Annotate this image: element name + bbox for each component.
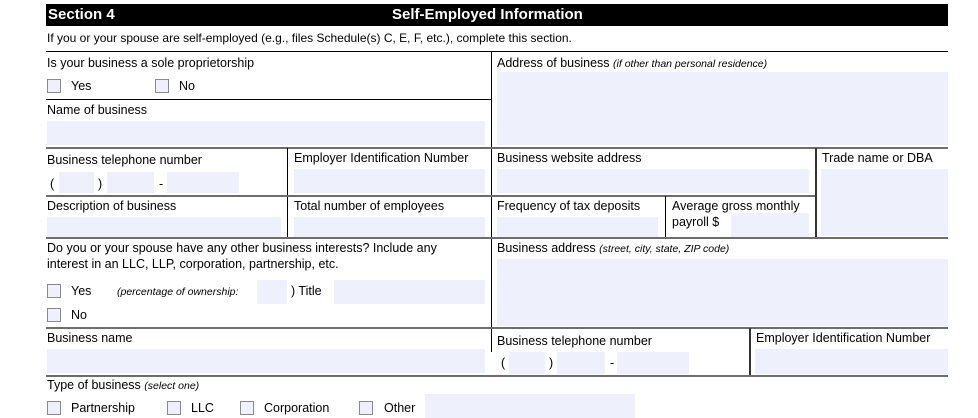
other-ein-label: Employer Identification Number bbox=[756, 331, 931, 345]
total-employees-label: Total number of employees bbox=[294, 199, 445, 213]
description-label: Description of business bbox=[47, 199, 177, 213]
tax-deposit-frequency-label: Frequency of tax deposits bbox=[497, 199, 641, 213]
name-of-business-label: Name of business bbox=[47, 103, 148, 117]
sole-proprietorship-yes-checkbox[interactable] bbox=[47, 79, 61, 93]
divider bbox=[46, 147, 948, 149]
ownership-percentage-label: (percentage of ownership: bbox=[117, 286, 239, 298]
type-corporation-label: Corporation bbox=[264, 401, 330, 415]
business-phone-prefix-input[interactable] bbox=[107, 172, 154, 193]
website-input[interactable] bbox=[497, 169, 809, 193]
type-llc-checkbox[interactable] bbox=[167, 401, 181, 415]
type-partnership-label: Partnership bbox=[71, 401, 135, 415]
sole-proprietorship-no-label: No bbox=[179, 79, 195, 93]
title-label: ) Title bbox=[291, 284, 322, 298]
type-llc-label: LLC bbox=[191, 401, 214, 415]
type-other-input[interactable] bbox=[425, 394, 635, 418]
type-partnership-checkbox[interactable] bbox=[47, 401, 61, 415]
ein-label: Employer Identification Number bbox=[294, 151, 469, 165]
other-interests-yes-checkbox[interactable] bbox=[47, 284, 61, 298]
other-interests-question-line2: interest in an LLC, LLP, corporation, partnership, etc. bbox=[47, 257, 339, 271]
ownership-percentage-input[interactable] bbox=[257, 280, 287, 304]
address-of-business-label bbox=[497, 56, 767, 70]
ein-input[interactable] bbox=[294, 169, 485, 193]
divider bbox=[46, 51, 948, 52]
other-business-name-label: Business name bbox=[47, 331, 133, 345]
other-interests-question-line1: Do you or your spouse have any other business interests? Include any bbox=[47, 241, 437, 255]
other-interests-no-checkbox[interactable] bbox=[47, 308, 61, 322]
intro-text: If you or your spouse are self-employed (e.g., files Schedule(s) C, E, F, etc.), complete this section. bbox=[47, 31, 572, 45]
divider bbox=[46, 99, 491, 100]
website-label: Business website address bbox=[497, 151, 642, 165]
sole-proprietorship-yes-label: Yes bbox=[71, 79, 92, 93]
type-of-business-label-text: Type of business bbox=[47, 378, 141, 392]
avg-payroll-label-line1: Average gross monthly bbox=[672, 199, 800, 213]
other-ein-input[interactable] bbox=[755, 349, 948, 374]
tax-deposit-frequency-input[interactable] bbox=[497, 217, 658, 237]
name-of-business-input[interactable] bbox=[47, 121, 485, 145]
column-divider bbox=[815, 148, 817, 237]
description-input[interactable] bbox=[47, 217, 281, 237]
avg-payroll-label-line2: payroll $ bbox=[672, 215, 720, 229]
phone-close-paren: ) bbox=[98, 177, 103, 191]
type-corporation-checkbox[interactable] bbox=[240, 401, 254, 415]
address-of-business-input[interactable] bbox=[497, 72, 948, 145]
address-of-business-label-text: Address of business bbox=[497, 56, 610, 70]
trade-name-input[interactable] bbox=[821, 169, 948, 236]
type-of-business-hint: (select one) bbox=[144, 380, 200, 392]
other-interests-no-label: No bbox=[71, 308, 87, 322]
other-business-address-input[interactable] bbox=[497, 259, 948, 326]
sole-proprietorship-no-checkbox[interactable] bbox=[155, 79, 169, 93]
column-divider bbox=[749, 328, 751, 376]
section-title: Self-Employed Information bbox=[392, 6, 583, 23]
business-phone-label: Business telephone number bbox=[47, 153, 202, 167]
title-input[interactable] bbox=[334, 280, 485, 304]
divider bbox=[46, 195, 815, 197]
column-divider bbox=[491, 52, 492, 352]
type-other-checkbox[interactable] bbox=[359, 401, 373, 415]
type-of-business-label bbox=[47, 378, 199, 392]
business-phone-area-input[interactable] bbox=[59, 172, 94, 193]
other-business-phone-line-input[interactable] bbox=[617, 352, 689, 374]
column-divider bbox=[287, 148, 288, 237]
other-business-address-hint: (street, city, state, ZIP code) bbox=[599, 243, 730, 255]
other-interests-yes-label: Yes bbox=[71, 284, 92, 298]
section-header bbox=[46, 4, 948, 26]
type-other-label: Other bbox=[384, 401, 416, 415]
other-business-phone-prefix-input[interactable] bbox=[557, 352, 605, 374]
other-business-name-input[interactable] bbox=[47, 349, 485, 373]
column-divider bbox=[665, 196, 666, 237]
other-business-phone-label: Business telephone number bbox=[497, 334, 652, 348]
divider bbox=[46, 237, 948, 239]
avg-payroll-input[interactable] bbox=[731, 213, 809, 237]
address-of-business-hint: (if other than personal residence) bbox=[613, 58, 768, 70]
divider bbox=[46, 375, 948, 377]
other-phone-dash: - bbox=[610, 356, 615, 370]
other-phone-open-paren: ( bbox=[501, 356, 506, 370]
divider bbox=[46, 327, 948, 329]
other-business-phone-area-input[interactable] bbox=[509, 352, 545, 374]
section-number: Section 4 bbox=[48, 6, 115, 23]
sole-proprietorship-label: Is your business a sole proprietorship bbox=[47, 56, 255, 70]
phone-dash: - bbox=[159, 177, 164, 191]
total-employees-input[interactable] bbox=[294, 217, 485, 237]
phone-open-paren: ( bbox=[50, 177, 55, 191]
trade-name-label: Trade name or DBA bbox=[822, 151, 933, 165]
other-business-address-label bbox=[497, 241, 729, 255]
business-phone-line-input[interactable] bbox=[167, 172, 239, 193]
other-phone-close-paren: ) bbox=[549, 356, 554, 370]
other-business-address-label-text: Business address bbox=[497, 241, 596, 255]
